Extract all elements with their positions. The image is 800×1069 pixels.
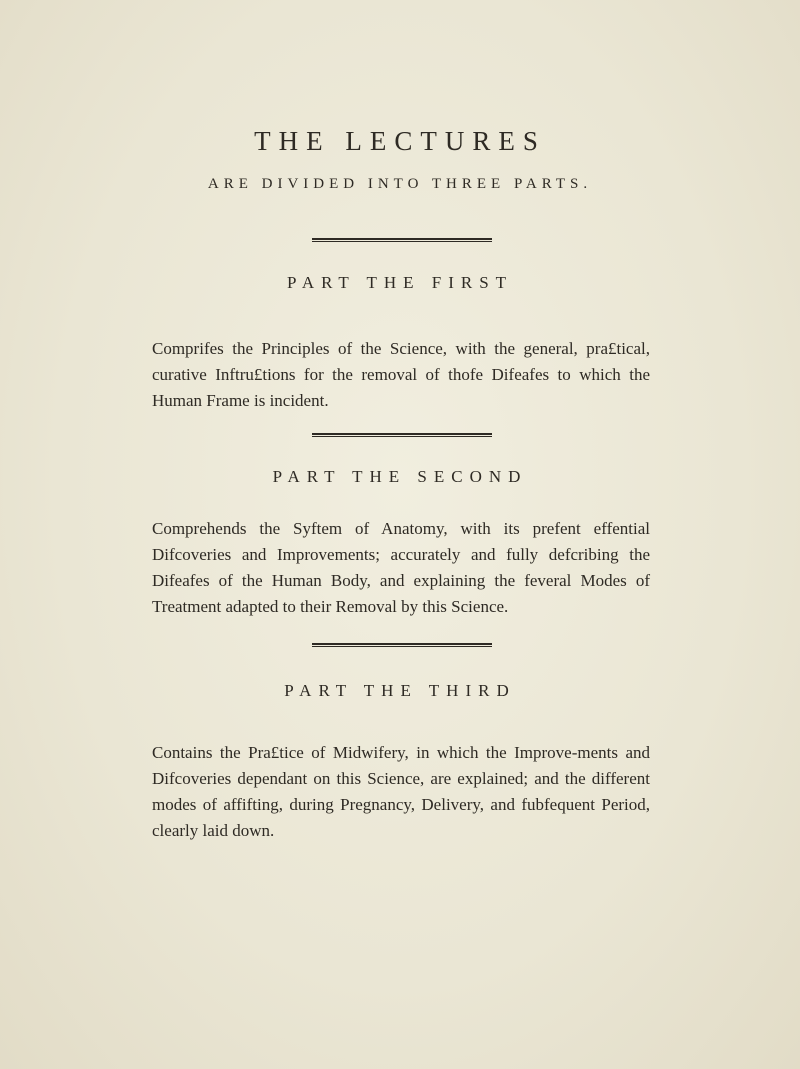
divider-rule — [312, 433, 492, 438]
part-text: Comprehends the Syftem of Anatomy, with its prefent effential Difcoveries and Improvements; accurately and fully defcribing the Difeafes of the Human Body, and explaining the feveral Modes of Treatment adapted to their Removal by this Science. — [152, 519, 650, 616]
page-subtitle: ARE DIVIDED INTO THREE PARTS. — [207, 176, 593, 192]
part-heading: PART THE THIRD — [284, 681, 516, 700]
page-title: THE LECTURES — [254, 126, 546, 156]
part-text: Comprifes the Principles of the Science, with the general, pra£tical, curative Inftru£tions for the removal of thofe Difeafes to which the Human Frame is incident. — [152, 339, 650, 410]
part-heading: PART THE FIRST — [286, 273, 514, 292]
part-heading: PART THE SECOND — [272, 467, 528, 486]
divider-rule — [312, 643, 492, 648]
part-text: Contains the Pra£tice of Midwifery, in which the Improve-ments and Difcoveries dependant on this Science, are explained; and the different modes of affifting, during Pregnancy, Delivery, and fubfequent Period, clearly laid down. — [152, 743, 650, 840]
divider-rule — [312, 238, 492, 243]
